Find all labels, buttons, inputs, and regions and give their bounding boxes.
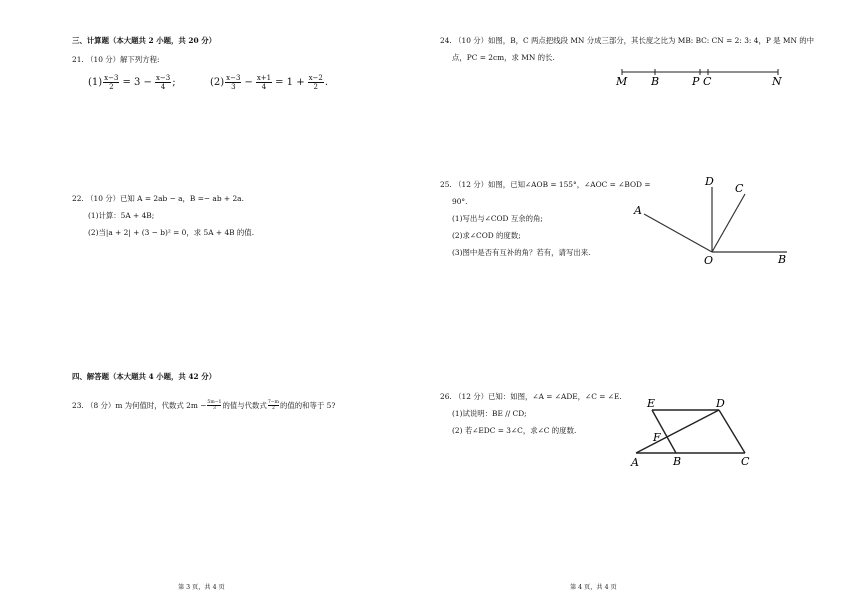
q25-line1: 25. （12 分）如图，已知∠AOB = 155°，∠AOC = ∠BOD =: [440, 180, 651, 189]
q25-part1: (1)写出与∠COD 互余的角;: [452, 214, 543, 223]
eq2-frac3-num: x−2: [308, 74, 323, 82]
eq2-frac3: [308, 74, 324, 91]
q26-part2: (2) 若∠EDC = 3∠C，求∠C 的度数.: [452, 426, 577, 435]
eq2-frac1-den: 3: [231, 83, 236, 91]
eq1-frac2-num: x−3: [155, 74, 171, 82]
eq1-end: ;: [172, 77, 176, 88]
eq1-frac2-den: 4: [160, 83, 166, 91]
eq1-mid: = 3 −: [122, 77, 152, 88]
section4-heading: 四、解答题（本大题共 4 小题，共 42 分）: [72, 372, 216, 381]
label-d: D: [705, 175, 714, 188]
q25-part2: (2)求∠COD 的度数;: [452, 231, 521, 240]
label-a-tri: A: [631, 456, 639, 469]
page-4: [430, 0, 860, 608]
segment-ad: [636, 410, 719, 453]
eq2-mid: = 1 +: [275, 77, 305, 88]
q23-frac1-den: 3: [212, 406, 216, 411]
eq1-frac1-den: 2: [109, 83, 114, 91]
page-4-footer: 第 4 页，共 4 页: [570, 584, 617, 591]
label-m: M: [616, 75, 628, 88]
q23-frac1: [207, 400, 221, 411]
q26-line1: 26. （12 分）已知：如图，∠A = ∠ADE，∠C = ∠E.: [440, 392, 622, 401]
label-c-tri: C: [741, 455, 750, 468]
eq2-frac2-den: 4: [261, 83, 267, 91]
label-f: F: [653, 431, 661, 444]
label-d-tri: D: [716, 397, 725, 410]
q23-text: [72, 400, 335, 411]
q23-post: 的值的和等于 5?: [279, 400, 336, 410]
label-b-tri: B: [673, 455, 682, 468]
eq1-frac1-num: x−3: [104, 74, 119, 82]
label-o: O: [704, 254, 714, 267]
page-3-footer: 第 3 页，共 4 页: [178, 584, 225, 591]
q23-frac1-num: 5m−1: [207, 400, 222, 405]
eq2-op1: −: [244, 77, 253, 88]
label-b: B: [651, 75, 660, 88]
label-p: P: [692, 75, 700, 88]
label-c: C: [703, 75, 712, 88]
q21-equation-2: [210, 74, 328, 91]
ray-oc: [712, 194, 745, 252]
eq1-prefix: (1): [88, 77, 103, 88]
q26-part1: (1)试说明：BE // CD;: [452, 409, 527, 418]
eq2-frac1-num: x−3: [226, 74, 241, 82]
ray-oa: [644, 214, 712, 252]
eq2-prefix: (2): [210, 77, 225, 88]
label-n: N: [772, 75, 782, 88]
q25-part3: (3)图中是否有互补的角？若有，请写出来.: [452, 248, 591, 257]
q23-pre: 23. （8 分）m 为何值时，代数式 2m −: [72, 400, 207, 410]
q22-part1: (1)计算：5A + 4B;: [88, 211, 155, 220]
eq2-frac1: [225, 74, 241, 91]
eq2-end: .: [324, 77, 329, 88]
label-a-angle: A: [634, 204, 642, 217]
q23-frac2-den: 2: [271, 406, 275, 411]
q23-mid: 的值与代数式: [222, 400, 267, 410]
q25-line2: 90°.: [452, 197, 468, 206]
section3-heading: 三、计算题（本大题共 2 小题，共 20 分）: [72, 36, 216, 45]
eq2-frac2: [256, 74, 272, 91]
label-b-angle: B: [778, 253, 787, 266]
label-e: E: [647, 397, 656, 410]
eq2-frac3-den: 2: [313, 83, 318, 91]
segment-dc: [719, 410, 745, 453]
q26-figure: [630, 397, 750, 469]
q21-equation-1: [88, 74, 176, 91]
q25-angle-figure: [633, 175, 787, 267]
eq1-frac2: [155, 74, 171, 91]
q24-line1: 24. （10 分）如图，B，C 两点把线段 MN 分成三部分，其长度之比为 MB: BC: CN = 2: 3: 4，P 是 MN 的中: [440, 36, 815, 45]
q22-stem: 22. （10 分）已知 A = 2ab − a，B =− ab + 2a.: [72, 194, 244, 203]
q24-segment-figure: [430, 0, 860, 608]
q23-frac2-num: 7−m: [267, 400, 279, 405]
label-c-angle: C: [735, 182, 744, 195]
eq2-frac2-num: x+1: [256, 74, 272, 82]
q24-line2: 点，PC = 2cm，求 MN 的长.: [452, 53, 555, 62]
q22-part2: (2)当|a + 2| + (3 − b)² = 0，求 5A + 4B 的值.: [88, 228, 255, 237]
q21-stem: 21. （10 分）解下列方程:: [72, 55, 160, 64]
eq1-frac1: [103, 74, 119, 91]
q23-frac2: [268, 400, 279, 411]
